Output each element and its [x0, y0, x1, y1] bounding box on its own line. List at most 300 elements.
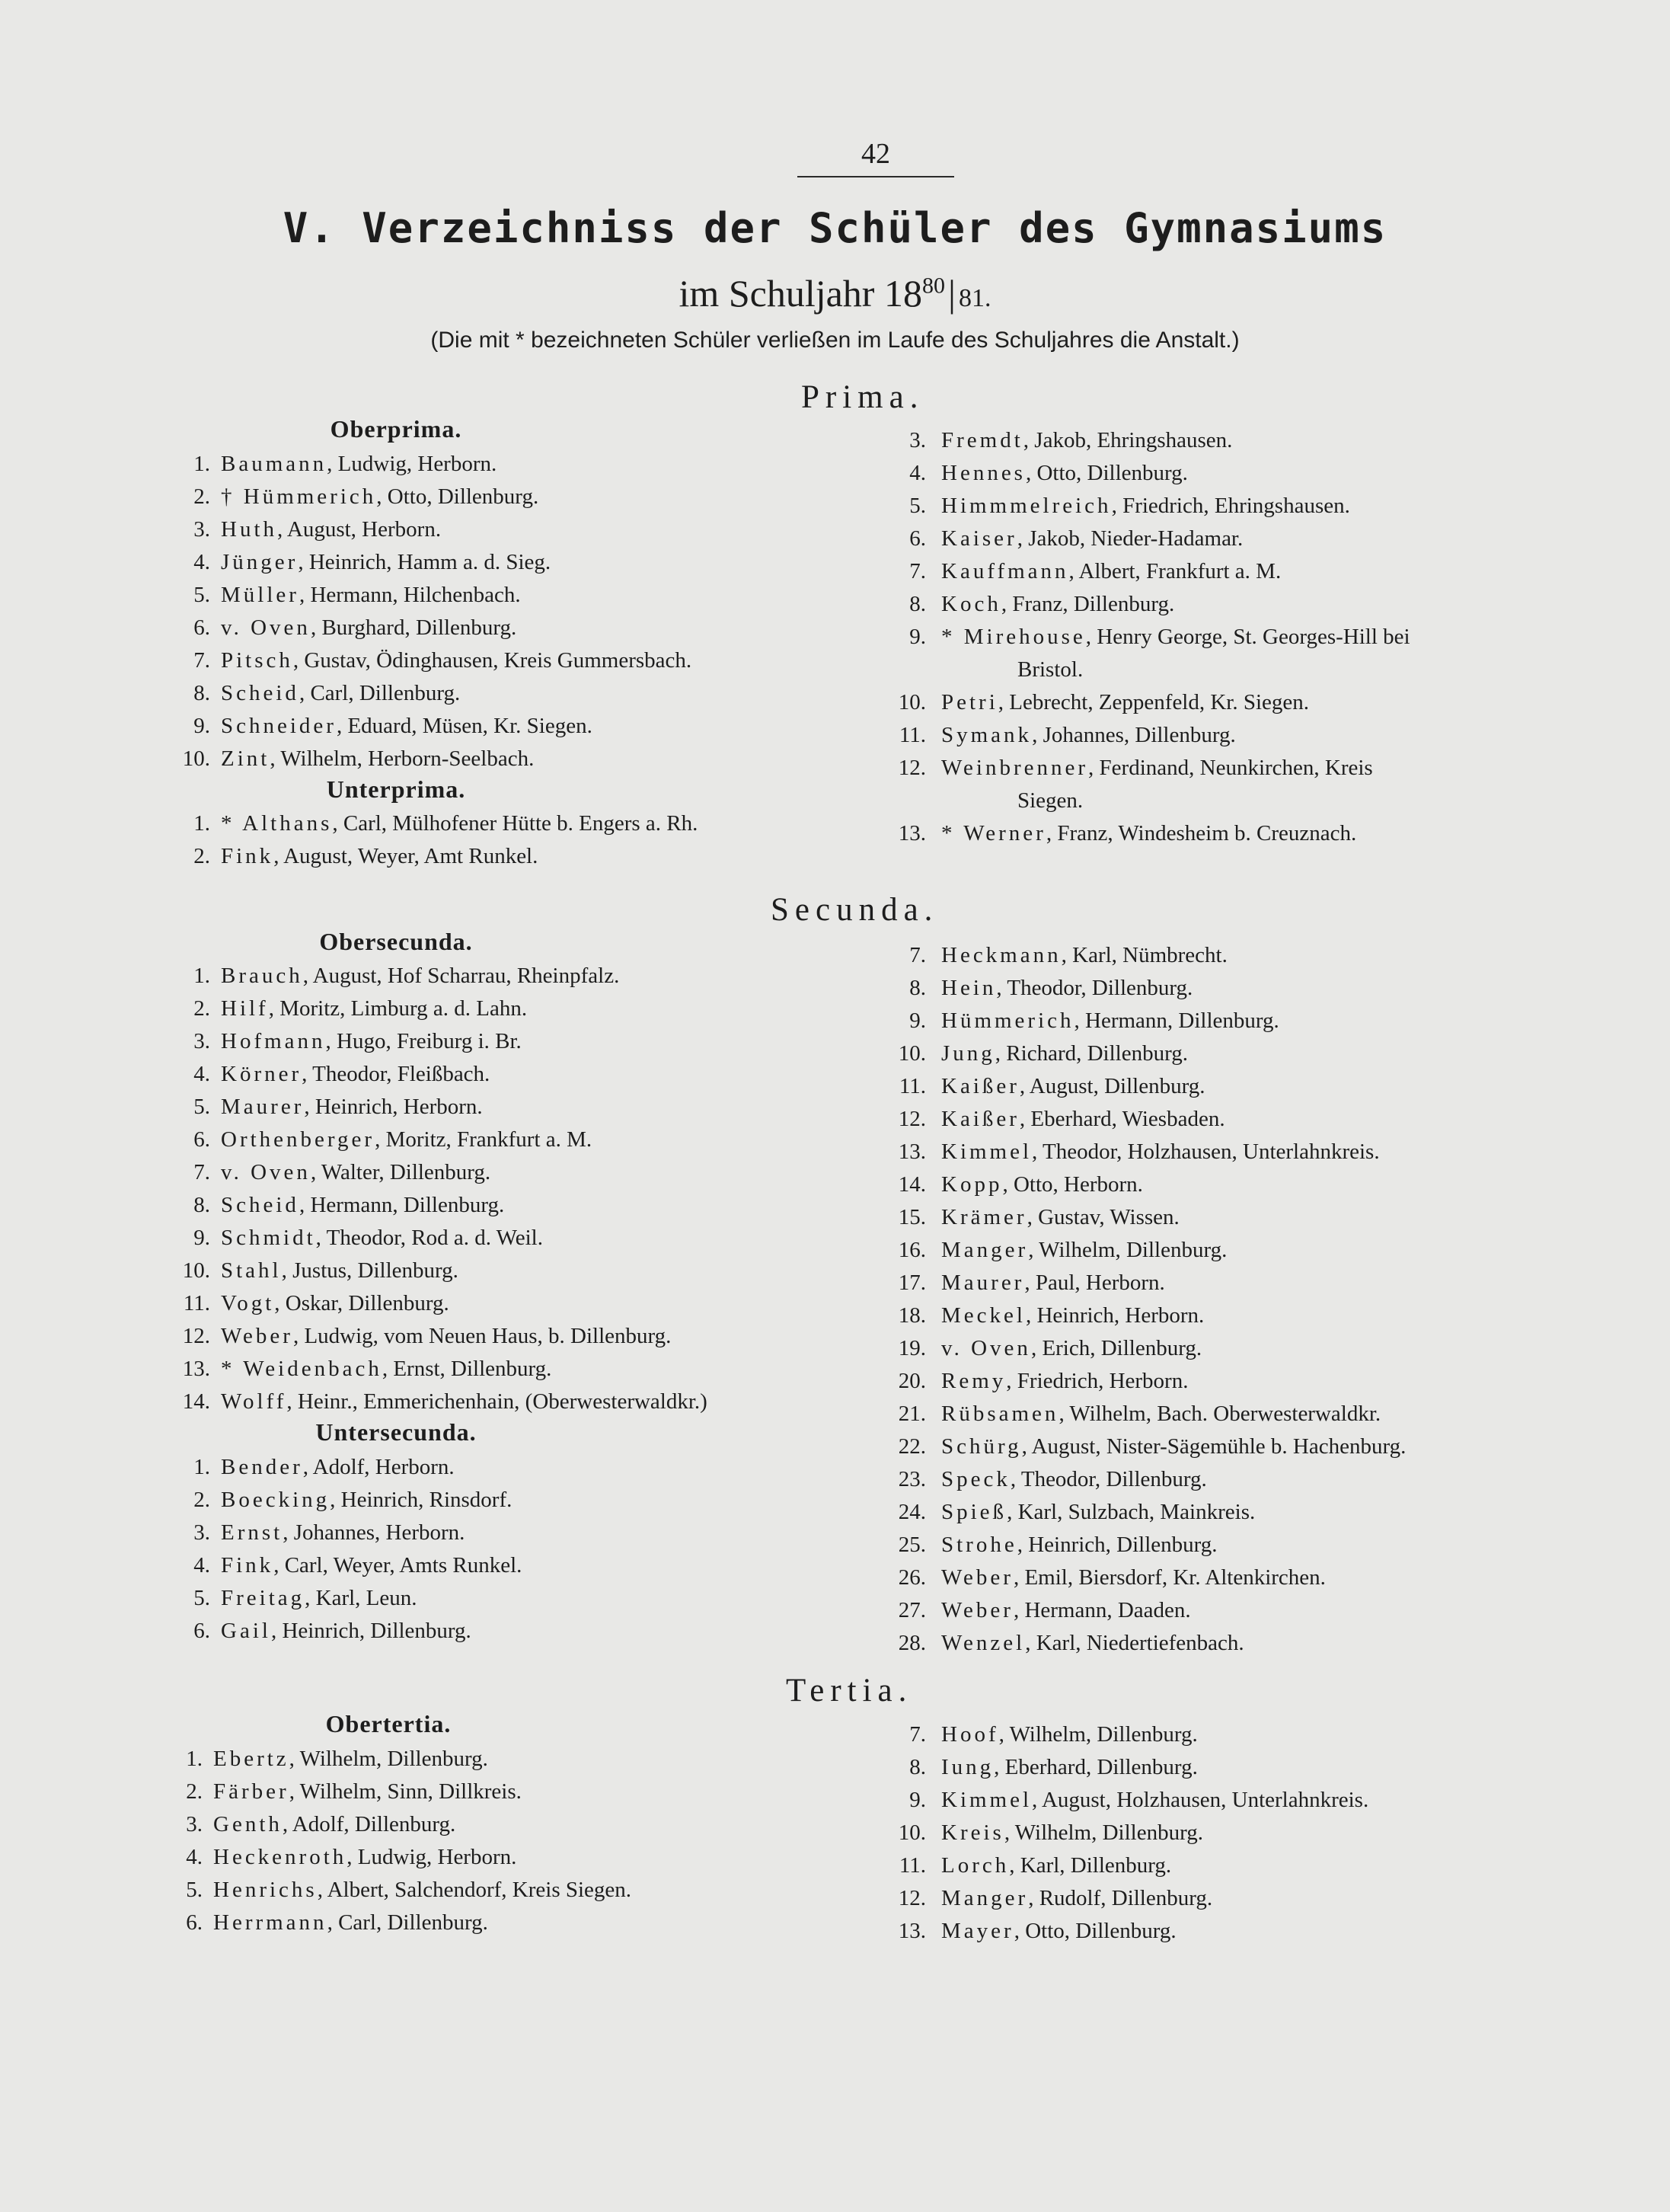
student-text	[221, 840, 538, 873]
student-number: 12.	[898, 756, 926, 780]
student-number: 5.	[193, 583, 210, 607]
student-text	[941, 1037, 1188, 1070]
subheading-obersecunda: Obersecunda.	[319, 928, 473, 955]
student-entry	[876, 1718, 1652, 1751]
student-number: 4.	[186, 1845, 203, 1869]
student-entry	[876, 1627, 1652, 1660]
list-unterprima	[160, 807, 861, 873]
student-text	[941, 817, 1356, 850]
student-details: , Ludwig, Herborn.	[327, 452, 497, 476]
student-entry	[876, 939, 1652, 972]
student-entry	[876, 817, 1652, 850]
student-number: 3.	[193, 1029, 210, 1053]
student-details: , Rudolf, Dillenburg.	[1028, 1886, 1213, 1910]
student-number: 9.	[193, 1226, 210, 1250]
student-details: , Justus, Dillenburg.	[281, 1258, 458, 1283]
student-surname: Weber	[221, 1324, 293, 1348]
student-text	[941, 1398, 1381, 1430]
student-details: , Otto, Dillenburg.	[1025, 461, 1188, 485]
student-details: , Karl, Leun.	[305, 1586, 417, 1610]
student-details: , Adolf, Dillenburg.	[282, 1812, 456, 1836]
student-surname: Kreis	[941, 1820, 1004, 1845]
student-text	[213, 1841, 516, 1874]
student-entry	[160, 960, 861, 993]
student-number: 11.	[899, 1853, 926, 1878]
student-surname: Petri	[941, 690, 998, 714]
student-text	[941, 1365, 1188, 1398]
student-surname: Kauffmann	[941, 559, 1069, 583]
student-entry	[160, 1189, 861, 1222]
student-surname: Genth	[213, 1812, 283, 1836]
student-details: , Theodor, Fleißbach.	[302, 1062, 490, 1086]
student-number: 6.	[909, 526, 926, 551]
student-entry	[876, 1332, 1652, 1365]
student-text	[221, 1353, 551, 1386]
student-entry	[876, 1234, 1652, 1267]
student-details: , Carl, Mülhofener Hütte b. Engers a. Rh.	[332, 811, 698, 836]
student-entry	[160, 1222, 861, 1255]
student-number: 4.	[193, 550, 210, 574]
student-number: 15.	[898, 1205, 926, 1229]
student-entry	[160, 743, 861, 775]
student-text	[941, 1299, 1204, 1332]
student-text	[221, 1189, 504, 1222]
student-details: , Gustav, Ödinghausen, Kreis Gummersbach.	[292, 648, 692, 673]
student-text	[941, 1463, 1207, 1496]
student-text	[941, 1005, 1279, 1037]
student-details: , Burghard, Dillenburg.	[310, 615, 517, 640]
student-entry	[152, 1841, 853, 1874]
student-entry	[876, 490, 1652, 523]
student-details: , Hermann, Dillenburg.	[299, 1193, 505, 1217]
student-details: , Theodor, Dillenburg.	[1010, 1467, 1207, 1491]
student-details-continued: Bristol.	[1017, 657, 1084, 682]
student-number: 10.	[898, 1041, 926, 1066]
student-surname: Ernst	[221, 1520, 283, 1545]
student-text	[221, 481, 538, 513]
student-number: 8.	[909, 976, 926, 1000]
section-heading-tertia: Tertia.	[786, 1673, 913, 1709]
student-details: , Karl, Nümbrecht.	[1061, 943, 1228, 967]
student-entry	[160, 1582, 861, 1615]
student-entry	[876, 686, 1652, 719]
list-secunda-continued	[876, 939, 1652, 1660]
student-text	[221, 1386, 707, 1418]
student-surname: Brauch	[221, 964, 303, 988]
student-surname: Hennes	[941, 461, 1026, 485]
student-text	[221, 644, 691, 677]
student-entry	[876, 621, 1652, 686]
student-surname: Kimmel	[941, 1788, 1033, 1812]
student-entry	[160, 612, 861, 644]
student-surname: Huth	[221, 517, 277, 542]
student-details: , Theodor, Rod a. d. Weil.	[315, 1226, 543, 1250]
student-text	[941, 1718, 1198, 1751]
student-surname: Weber	[941, 1565, 1014, 1590]
student-details: , Moritz, Limburg a. d. Lahn.	[268, 996, 528, 1021]
subheading-obertertia: Obertertia.	[325, 1710, 452, 1737]
student-text	[941, 1430, 1406, 1463]
student-details: , Gustav, Wissen.	[1027, 1205, 1180, 1229]
student-text	[941, 523, 1243, 555]
student-surname: Maurer	[221, 1095, 305, 1119]
student-number: 22.	[898, 1434, 926, 1459]
student-text	[941, 939, 1228, 972]
student-entry	[160, 1287, 861, 1320]
student-number: 1.	[193, 964, 210, 988]
student-number: 20.	[898, 1369, 926, 1393]
student-number: 5.	[186, 1878, 203, 1902]
student-number: 12.	[898, 1886, 926, 1910]
student-text	[221, 1124, 592, 1156]
student-text	[941, 1784, 1368, 1817]
student-number: 4.	[193, 1553, 210, 1577]
student-surname: Jünger	[221, 550, 299, 574]
student-text	[221, 1582, 417, 1615]
student-number: 3.	[186, 1812, 203, 1836]
student-surname: Koch	[941, 592, 1001, 616]
student-surname: Stahl	[221, 1258, 282, 1283]
student-surname: Weinbrenner	[941, 756, 1089, 780]
student-details: , Heinrich, Herborn.	[1025, 1303, 1205, 1328]
student-number: 12.	[182, 1324, 210, 1348]
student-surname: * Althans	[221, 811, 333, 836]
student-text	[221, 579, 521, 612]
student-surname: Wenzel	[941, 1631, 1026, 1655]
student-details: , August, Weyer, Amt Runkel.	[273, 844, 538, 868]
student-details: , Friedrich, Ehringshausen.	[1111, 494, 1350, 518]
student-number: 10.	[898, 690, 926, 714]
student-surname: Freitag	[221, 1586, 305, 1610]
student-text	[213, 1776, 522, 1808]
student-entry	[160, 644, 861, 677]
student-details: , Adolf, Herborn.	[302, 1455, 455, 1479]
student-details: , Heinrich, Hamm a. d. Sieg.	[298, 550, 551, 574]
student-entry	[160, 1353, 861, 1386]
student-number: 28.	[898, 1631, 926, 1655]
student-number: 11.	[899, 1074, 926, 1098]
student-number: 5.	[193, 1586, 210, 1610]
student-text	[941, 490, 1350, 523]
student-surname: Heckmann	[941, 943, 1062, 967]
student-text	[941, 1070, 1205, 1103]
student-entry	[160, 1091, 861, 1124]
student-entry	[876, 752, 1652, 817]
student-details: , Wilhelm, Sinn, Dillkreis.	[289, 1779, 522, 1804]
student-number: 7.	[909, 1722, 926, 1747]
student-surname: Meckel	[941, 1303, 1026, 1328]
student-text	[221, 710, 592, 743]
student-text	[941, 1562, 1326, 1594]
student-entry	[160, 677, 861, 710]
student-entry	[876, 1882, 1652, 1915]
section-heading-prima: Prima.	[801, 379, 924, 415]
student-number: 2.	[186, 1779, 203, 1804]
student-surname: Remy	[941, 1369, 1007, 1393]
student-text	[221, 513, 441, 546]
student-entry	[876, 424, 1652, 457]
student-details: , Wilhelm, Dillenburg.	[998, 1722, 1198, 1747]
student-details: , Carl, Dillenburg.	[327, 1910, 488, 1935]
student-number: 23.	[898, 1467, 926, 1491]
student-details: , Heinrich, Dillenburg.	[1017, 1533, 1218, 1557]
student-details: , Emil, Biersdorf, Kr. Altenkirchen.	[1013, 1565, 1326, 1590]
student-text	[221, 612, 516, 644]
student-details: , Hermann, Daaden.	[1013, 1598, 1191, 1622]
student-details: , Franz, Dillenburg.	[1001, 592, 1175, 616]
student-details: , Franz, Windesheim b. Creuznach.	[1046, 821, 1357, 845]
student-details: , Heinrich, Rinsdorf.	[330, 1488, 512, 1512]
student-text	[941, 621, 1410, 686]
student-text	[941, 1496, 1255, 1529]
student-details: , Albert, Salchendorf, Kreis Siegen.	[317, 1878, 632, 1902]
student-number: 9.	[909, 1009, 926, 1033]
student-number: 25.	[898, 1533, 926, 1557]
student-entry	[876, 1037, 1652, 1070]
student-entry	[876, 1299, 1652, 1332]
student-text	[941, 1136, 1380, 1168]
student-text	[213, 1907, 488, 1939]
student-surname: Bender	[221, 1455, 303, 1479]
student-surname: Strohe	[941, 1533, 1017, 1557]
student-number: 8.	[909, 592, 926, 616]
student-details: , Erich, Dillenburg.	[1030, 1336, 1202, 1360]
list-obersecunda	[160, 960, 861, 1418]
student-surname: Scheid	[221, 1193, 299, 1217]
student-details: , Eberhard, Wiesbaden.	[1019, 1107, 1225, 1131]
page-number-rule	[797, 176, 954, 177]
school-year-subtitle	[0, 271, 1670, 315]
student-surname: Mayer	[941, 1919, 1014, 1943]
student-entry	[876, 523, 1652, 555]
student-surname: Hümmerich	[941, 1009, 1074, 1033]
student-text	[941, 1882, 1212, 1915]
student-entry	[160, 546, 861, 579]
student-entry	[876, 1070, 1652, 1103]
student-surname: Hoof	[941, 1722, 999, 1747]
student-details: , Eberhard, Dillenburg.	[994, 1755, 1198, 1779]
student-number: 21.	[898, 1402, 926, 1426]
student-number: 14.	[182, 1389, 210, 1414]
student-surname: Fink	[221, 844, 274, 868]
student-text	[221, 1058, 490, 1091]
student-text	[213, 1743, 488, 1776]
student-details-continued: Siegen.	[1017, 788, 1084, 813]
list-tertia-continued	[876, 1718, 1652, 1948]
student-details: , Ferdinand, Neunkirchen, Kreis	[1088, 756, 1373, 780]
subtitle-separator: |	[947, 272, 956, 315]
list-obertertia	[152, 1743, 853, 1939]
student-text	[941, 424, 1232, 457]
student-entry	[160, 1124, 861, 1156]
student-details: , Wilhelm, Dillenburg.	[1004, 1820, 1203, 1845]
subtitle-tail: 81.	[958, 284, 991, 312]
student-details: , Oskar, Dillenburg.	[274, 1291, 449, 1315]
student-details: , August, Hof Scharrau, Rheinpfalz.	[302, 964, 620, 988]
student-surname: Kopp	[941, 1172, 1003, 1197]
student-text	[221, 1222, 543, 1255]
student-text	[941, 588, 1174, 621]
student-entry	[152, 1776, 853, 1808]
student-details: , Karl, Dillenburg.	[1009, 1853, 1172, 1878]
student-surname: † Hümmerich	[221, 484, 377, 509]
student-number: 18.	[898, 1303, 926, 1328]
student-text	[941, 1817, 1203, 1849]
student-number: 3.	[193, 1520, 210, 1545]
section-heading-secunda: Secunda.	[771, 892, 939, 928]
student-surname: Orthenberger	[221, 1127, 375, 1152]
student-number: 10.	[182, 1258, 210, 1283]
student-text	[941, 752, 1373, 817]
student-text	[221, 677, 460, 710]
student-entry	[160, 1255, 861, 1287]
student-text	[941, 1594, 1191, 1627]
student-entry	[160, 710, 861, 743]
student-surname: * Weidenbach	[221, 1357, 382, 1381]
student-surname: Jung	[941, 1041, 995, 1066]
student-number: 6.	[193, 615, 210, 640]
student-details: , Wilhelm, Herborn-Seelbach.	[270, 746, 535, 771]
student-text	[941, 1751, 1198, 1784]
student-text	[221, 546, 551, 579]
student-entry	[876, 555, 1652, 588]
student-details: , Friedrich, Herborn.	[1006, 1369, 1189, 1393]
student-details: , Heinrich, Herborn.	[304, 1095, 483, 1119]
student-number: 24.	[898, 1500, 926, 1524]
student-surname: Manger	[941, 1886, 1029, 1910]
student-number: 17.	[898, 1271, 926, 1295]
student-entry	[876, 719, 1652, 752]
student-number: 9.	[909, 1788, 926, 1812]
student-surname: Wolff	[221, 1389, 287, 1414]
student-details: , Moritz, Frankfurt a. M.	[375, 1127, 592, 1152]
student-entry	[152, 1874, 853, 1907]
student-surname: Rübsamen	[941, 1402, 1059, 1426]
student-details: , Carl, Dillenburg.	[299, 681, 461, 705]
student-entry	[160, 1451, 861, 1484]
student-entry	[160, 1615, 861, 1648]
student-number: 2.	[193, 844, 210, 868]
student-details: , Wilhelm, Dillenburg.	[1028, 1238, 1228, 1262]
student-number: 12.	[898, 1107, 926, 1131]
student-surname: Hofmann	[221, 1029, 326, 1053]
student-surname: * Werner	[941, 821, 1046, 845]
student-surname: Kimmel	[941, 1140, 1033, 1164]
list-prima-continued	[876, 424, 1652, 850]
student-surname: v. Oven	[221, 615, 311, 640]
student-details: , Ludwig, Herborn.	[346, 1845, 517, 1869]
student-number: 6.	[193, 1127, 210, 1152]
student-entry	[160, 448, 861, 481]
student-text	[221, 807, 698, 840]
student-entry	[876, 457, 1652, 490]
student-text	[941, 457, 1188, 490]
student-entry	[876, 1430, 1652, 1463]
student-entry	[152, 1907, 853, 1939]
student-entry	[876, 1817, 1652, 1849]
student-number: 1.	[193, 811, 210, 836]
student-entry	[876, 1201, 1652, 1234]
student-number: 8.	[193, 681, 210, 705]
student-text	[221, 1320, 671, 1353]
student-details: , August, Herborn.	[277, 517, 442, 542]
student-number: 6.	[193, 1619, 210, 1643]
student-entry	[152, 1743, 853, 1776]
list-oberprima	[160, 448, 861, 775]
student-entry	[160, 807, 861, 840]
student-surname: Schmidt	[221, 1226, 316, 1250]
student-details: , Jakob, Ehringshausen.	[1023, 428, 1233, 452]
subheading-oberprima: Oberprima.	[330, 415, 462, 443]
student-text	[221, 743, 534, 775]
student-surname: Schneider	[221, 714, 337, 738]
student-entry	[876, 1915, 1652, 1948]
list-untersecunda	[160, 1451, 861, 1648]
student-surname: Henrichs	[213, 1878, 318, 1902]
student-surname: Krämer	[941, 1205, 1027, 1229]
student-entry	[160, 840, 861, 873]
student-surname: Müller	[221, 583, 299, 607]
student-entry	[876, 1168, 1652, 1201]
student-number: 7.	[909, 943, 926, 967]
student-surname: Kaiser	[941, 526, 1017, 551]
student-entry	[876, 1005, 1652, 1037]
student-text	[213, 1808, 455, 1841]
student-surname: v. Oven	[941, 1336, 1031, 1360]
student-text	[941, 555, 1281, 588]
student-number: 4.	[193, 1062, 210, 1086]
student-number: 7.	[909, 559, 926, 583]
student-entry	[160, 579, 861, 612]
student-details: , August, Nister-Sägemühle b. Hachenburg.	[1021, 1434, 1407, 1459]
student-text	[221, 1156, 490, 1189]
student-details: , August, Dillenburg.	[1019, 1074, 1205, 1098]
student-surname: Heckenroth	[213, 1845, 347, 1869]
student-surname: Boecking	[221, 1488, 330, 1512]
student-details: , Ludwig, vom Neuen Haus, b. Dillenburg.	[292, 1324, 672, 1348]
student-surname: Vogt	[221, 1291, 275, 1315]
student-surname: Herrmann	[213, 1910, 327, 1935]
student-details: , Ernst, Dillenburg.	[382, 1357, 552, 1381]
student-details: , Otto, Dillenburg.	[1014, 1919, 1177, 1943]
student-entry	[160, 1549, 861, 1582]
student-surname: Hein	[941, 976, 997, 1000]
student-surname: v. Oven	[221, 1160, 311, 1184]
student-entry	[876, 1751, 1652, 1784]
student-details: , Hermann, Hilchenbach.	[299, 583, 521, 607]
student-text	[213, 1874, 631, 1907]
student-details: , Otto, Herborn.	[1002, 1172, 1143, 1197]
student-details: , Karl, Niedertiefenbach.	[1025, 1631, 1244, 1655]
student-details: , Albert, Frankfurt a. M.	[1068, 559, 1282, 583]
student-number: 14.	[898, 1172, 926, 1197]
student-number: 11.	[899, 723, 926, 747]
student-text	[221, 448, 497, 481]
student-details: , Heinrich, Dillenburg.	[270, 1619, 471, 1643]
student-details: , Otto, Dillenburg.	[376, 484, 539, 509]
student-details: , August, Holzhausen, Unterlahnkreis.	[1032, 1788, 1369, 1812]
student-text	[941, 1627, 1244, 1660]
student-surname: Zint	[221, 746, 270, 771]
student-number: 1.	[193, 1455, 210, 1479]
student-text	[221, 960, 619, 993]
student-number: 27.	[898, 1598, 926, 1622]
student-details: , Henry George, St. Georges-Hill bei	[1085, 625, 1410, 649]
student-text	[941, 1849, 1171, 1882]
student-number: 5.	[193, 1095, 210, 1119]
student-entry	[876, 1398, 1652, 1430]
student-details: , Jakob, Nieder-Hadamar.	[1017, 526, 1244, 551]
